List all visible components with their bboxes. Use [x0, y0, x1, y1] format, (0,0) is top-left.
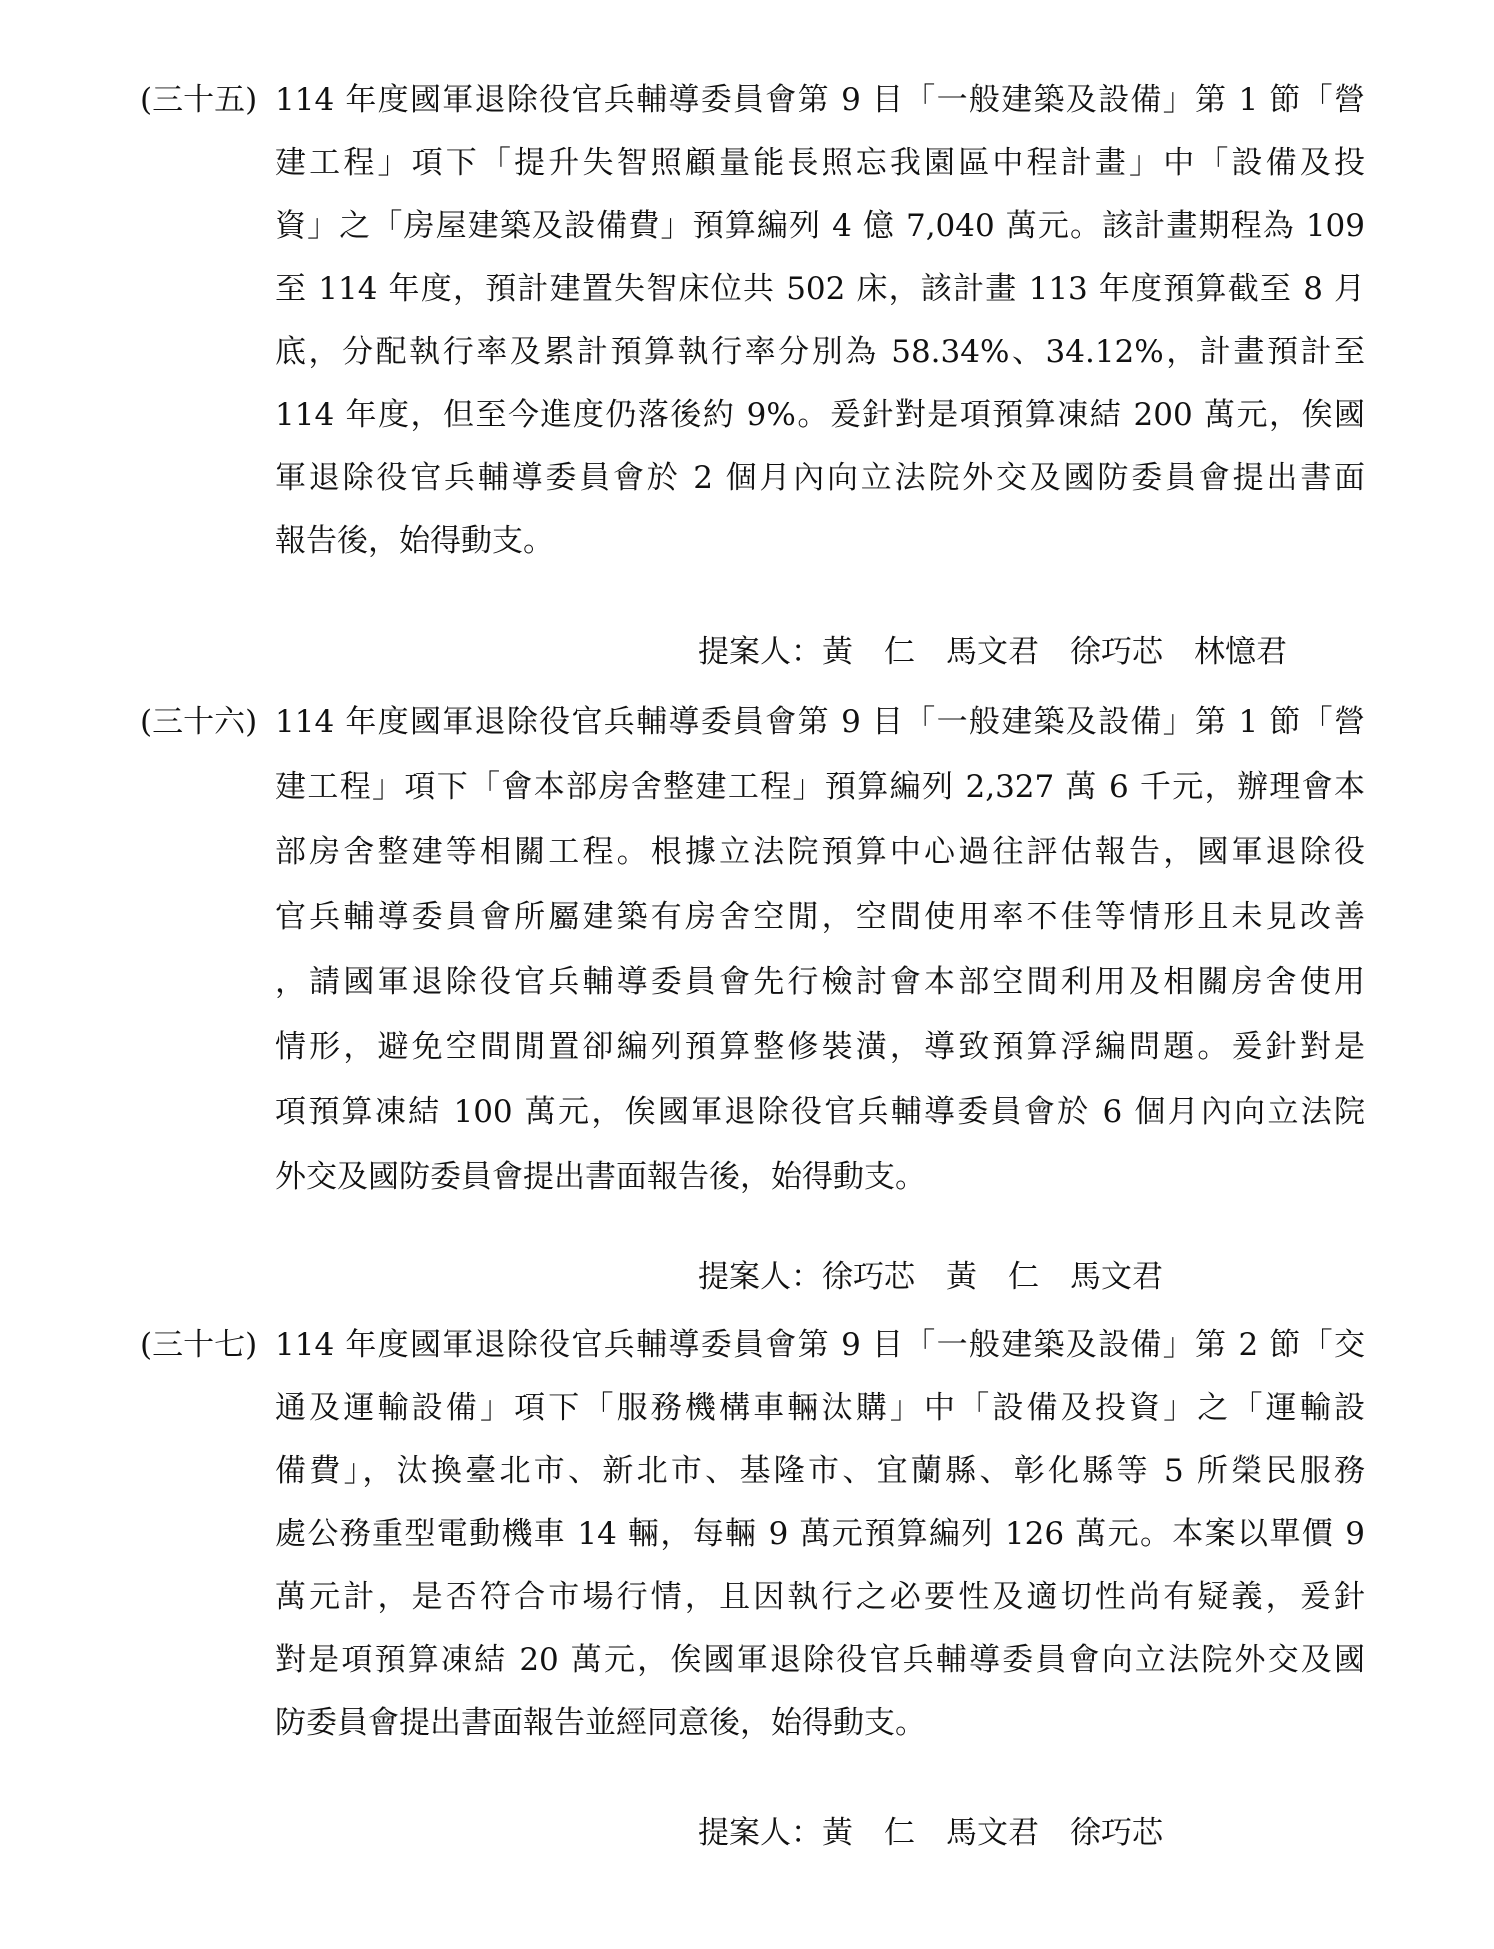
item-37-line-2: 通及運輸設備」項下「服務機構車輛汰購」中「設備及投資」之「運輸設 [275, 1390, 1365, 1426]
item-35-line-6: 114 年度，但至今進度仍落後約 9%。爰針對是項預算凍結 200 萬元，俟國 [275, 397, 1365, 433]
item-36-line-2: 建工程」項下「會本部房舍整建工程」預算編列 2,327 萬 6 千元，辦理會本 [275, 769, 1365, 805]
item-36-label: (三十六) [140, 704, 258, 740]
item-36-line-4: 官兵輔導委員會所屬建築有房舍空閒，空間使用率不佳等情形且未見改善 [275, 899, 1365, 935]
item-35-line-8: 報告後，始得動支。 [275, 523, 554, 559]
item-37-proposer: 提案人：黃 仁 馬文君 徐巧芯 [698, 1815, 1163, 1851]
item-37-line-5: 萬元計，是否符合市場行情，且因執行之必要性及適切性尚有疑義，爰針 [275, 1579, 1365, 1615]
item-37-line-1: 114 年度國軍退除役官兵輔導委員會第 9 目「一般建築及設備」第 2 節「交 [275, 1327, 1365, 1363]
item-35-line-1: 114 年度國軍退除役官兵輔導委員會第 9 目「一般建築及設備」第 1 節「營 [275, 82, 1365, 118]
item-35-line-4: 至 114 年度，預計建置失智床位共 502 床，該計畫 113 年度預算截至 8 月 [275, 271, 1365, 307]
item-35-line-3: 資」之「房屋建築及設備費」預算編列 4 億 7,040 萬元。該計畫期程為 109 [275, 208, 1365, 244]
item-37-line-4: 處公務重型電動機車 14 輛，每輛 9 萬元預算編列 126 萬元。本案以單價 9 [275, 1516, 1365, 1552]
item-35-proposer: 提案人：黃 仁 馬文君 徐巧芯 林憶君 [698, 634, 1287, 670]
item-35-label: (三十五) [140, 82, 258, 118]
item-37-line-7: 防委員會提出書面報告並經同意後，始得動支。 [275, 1705, 926, 1741]
item-36-line-8: 外交及國防委員會提出書面報告後，始得動支。 [275, 1159, 926, 1195]
item-35-line-5: 底，分配執行率及累計預算執行率分別為 58.34%、34.12%，計畫預計至 [275, 334, 1365, 370]
item-36-line-5: ，請國軍退除役官兵輔導委員會先行檢討會本部空間利用及相關房舍使用 [275, 964, 1365, 1000]
item-36-line-3: 部房舍整建等相關工程。根據立法院預算中心過往評估報告，國軍退除役 [275, 834, 1365, 870]
item-37-line-3: 備費」，汰換臺北市、新北市、基隆市、宜蘭縣、彰化縣等 5 所榮民服務 [275, 1453, 1365, 1489]
item-36-line-7: 項預算凍結 100 萬元，俟國軍退除役官兵輔導委員會於 6 個月內向立法院 [275, 1094, 1365, 1130]
item-36-line-6: 情形，避免空間閒置卻編列預算整修裝潢，導致預算浮編問題。爰針對是 [275, 1029, 1365, 1065]
item-35-line-7: 軍退除役官兵輔導委員會於 2 個月內向立法院外交及國防委員會提出書面 [275, 460, 1365, 496]
item-36-line-1: 114 年度國軍退除役官兵輔導委員會第 9 目「一般建築及設備」第 1 節「營 [275, 704, 1365, 740]
item-37-line-6: 對是項預算凍結 20 萬元，俟國軍退除役官兵輔導委員會向立法院外交及國 [275, 1642, 1365, 1678]
item-37-label: (三十七) [140, 1327, 258, 1363]
item-36-proposer: 提案人：徐巧芯 黃 仁 馬文君 [698, 1259, 1163, 1295]
item-35-line-2: 建工程」項下「提升失智照顧量能長照忘我園區中程計畫」中「設備及投 [275, 145, 1365, 181]
